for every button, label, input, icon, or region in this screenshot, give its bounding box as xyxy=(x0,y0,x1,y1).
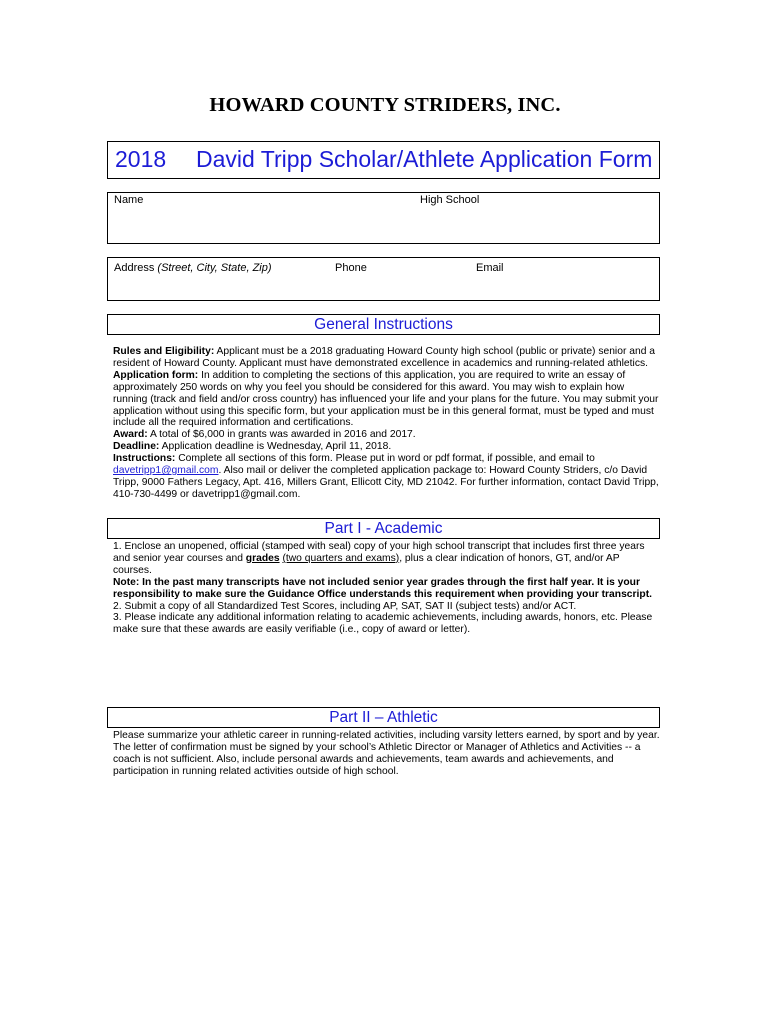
deadline-label: Deadline: xyxy=(113,441,160,453)
rules-label: Rules and Eligibility: xyxy=(113,346,215,357)
email-field-label: Email xyxy=(476,262,504,274)
general-instructions-body xyxy=(113,346,661,501)
academic-body xyxy=(113,541,661,636)
organization-title: HOWARD COUNTY STRIDERS, INC. xyxy=(209,94,561,116)
academic-item-1 xyxy=(113,541,661,577)
rules-paragraph xyxy=(113,346,661,429)
email-link[interactable]: davetripp1@gmail.com xyxy=(113,465,219,477)
award-text: A total of $6,000 in grants was awarded in 2016 and 2017. xyxy=(147,429,416,441)
instructions-label: Instructions: xyxy=(113,453,176,465)
academic-item-3: 3. Please indicate any additional information relating to academic achievements, including awards, honors, etc. Please make sure that these awards are easily verifiable (i.e., copy of award or letter). xyxy=(113,612,653,636)
athletic-text: Please summarize your athletic career in running-related activities, including varsity letters earned, by sport and by year. The letter of confirmation must be signed by your school’s Athletic Director or Manager of Athletics and Activities -- a coach is not sufficient. Also, include personal awards and achievements, team awards and achievements, and participation in running related activities outside of high school. xyxy=(113,730,660,777)
academic-note xyxy=(113,577,661,601)
deadline-text: Application deadline is Wednesday, April 11, 2018. xyxy=(159,441,392,453)
address-field-label xyxy=(114,262,272,274)
grades-emphasis: grades xyxy=(245,552,280,564)
address-label-text: Address xyxy=(114,262,155,274)
academic-item-2: 2. Submit a copy of all Standardized Test Scores, including AP, SAT, SAT II (subject tests) and/or ACT. xyxy=(113,600,577,612)
part-2-athletic-heading: Part II – Athletic xyxy=(107,707,660,728)
quarters-emphasis: (two quarters and exams) xyxy=(282,552,400,564)
part-1-academic-heading: Part I - Academic xyxy=(107,518,660,539)
form-year: 2018 xyxy=(115,146,167,172)
award-label: Award: xyxy=(113,429,148,441)
application-text: In addition to completing the sections of this application, you are required to write an essay of approximately 250 words on why you feel you should be considered for this award. You may wish to explain how running (track and field and/or cross country) has influenced your life and your plans for the future. You may submit your application without using this specific form, but your application must be in this general format, must be typed and must include all the required information and certifications. xyxy=(113,369,659,429)
instructions-text: Complete all sections of this form. Please put in word or pdf format, if possible, and email to xyxy=(175,453,595,465)
name-field-label: Name xyxy=(114,194,144,206)
form-header xyxy=(107,141,660,179)
athletic-body xyxy=(113,730,661,778)
item1-text-b: , plus a clear indication of honors, GT, and/or AP courses. xyxy=(113,552,620,576)
address-hint: (Street, City, State, Zip) xyxy=(157,262,272,274)
name-school-box xyxy=(107,192,660,244)
instructions-paragraph xyxy=(113,453,661,501)
phone-field-label: Phone xyxy=(335,262,367,274)
high-school-field-label: High School xyxy=(420,194,480,206)
application-label: Application form: xyxy=(113,369,199,381)
item1-text-a: 1. Enclose an unopened, official (stamped with seal) copy of your high school transcript that includes first three years and senior year courses and xyxy=(113,541,645,564)
note-text: Note: In the past many transcripts have not included senior year grades through the first half year. It is your responsibility to make sure the Guidance Office understands this requirement when providing your transcript. xyxy=(113,576,652,600)
rules-text: Applicant must be a 2018 graduating Howard County high school (public or private) senior and a resident of Howard County. Applicant must have demonstrated excellence in academics and running-related athletics. xyxy=(113,346,656,369)
address-phone-email-box xyxy=(107,257,660,301)
deadline-paragraph xyxy=(113,441,661,453)
general-instructions-heading: General Instructions xyxy=(107,314,660,335)
award-paragraph xyxy=(113,429,661,441)
instructions-text-2: . Also mail or deliver the completed application package to: Howard County Striders, c/o David Tripp, 9000 Fathers Legacy, Apt. 416, Millers Grant, Ellicott City, MD 21042. For further information, contact David Tripp, 410-730-4499 or davetripp1@gmail.com. xyxy=(113,465,659,500)
form-title: David Tripp Scholar/Athlete Application Form xyxy=(196,146,653,172)
